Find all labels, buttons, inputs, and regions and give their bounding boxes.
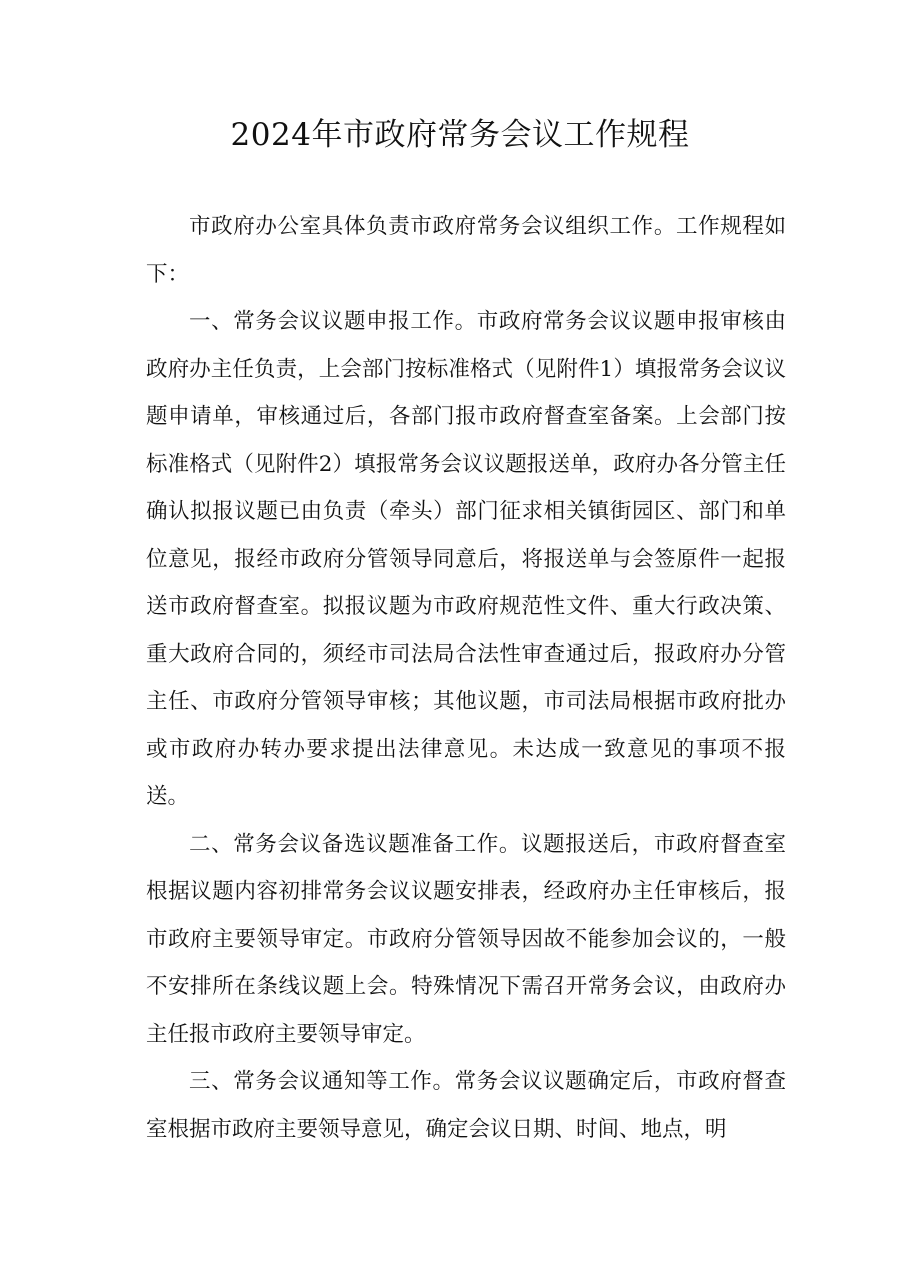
paragraph-section-1: 一、常务会议议题申报工作。市政府常务会议议题申报审核由政府办主任负责，上会部门按标准格式（见附件1）填报常务会议议题申请单，审核通过后，各部门报市政府督查室备案。上会部门按标准格式（见附件2）填报常务会议议题报送单，政府办各分管主任确认拟报议题已由负责（牵头）部门征求相关镇街园区、部门和单位意见，报经市政府分管领导同意后，将报送单与会签原件一起报送市政府督查室。拟报议题为市政府规范性文件、重大行政决策、重大政府合同的，须经市司法局合法性审查通过后，报政府办分管主任、市政府分管领导审核；其他议题，市司法局根据市政府批办或市政府办转办要求提出法律意见。未达成一致意见的事项不报送。: [146, 309, 786, 809]
document-body: [146, 203, 786, 1153]
document-title: 2024年市政府常务会议工作规程: [230, 117, 690, 153]
paragraph-intro: 市政府办公室具体负责市政府常务会议组织工作。工作规程如下：: [146, 214, 786, 287]
paragraph-section-2: 二、常务会议备选议题准备工作。议题报送后，市政府督查室根据议题内容初排常务会议议题安排表，经政府办主任审核后，报市政府主要领导审定。市政府分管领导因故不能参加会议的，一般不安排所在条线议题上会。特殊情况下需召开常务会议，由政府办主任报市政府主要领导审定。: [146, 831, 786, 1047]
paragraph-section-3: 三、常务会议通知等工作。常务会议议题确定后，市政府督查室根据市政府主要领导意见，确定会议日期、时间、地点，明: [146, 1069, 786, 1142]
